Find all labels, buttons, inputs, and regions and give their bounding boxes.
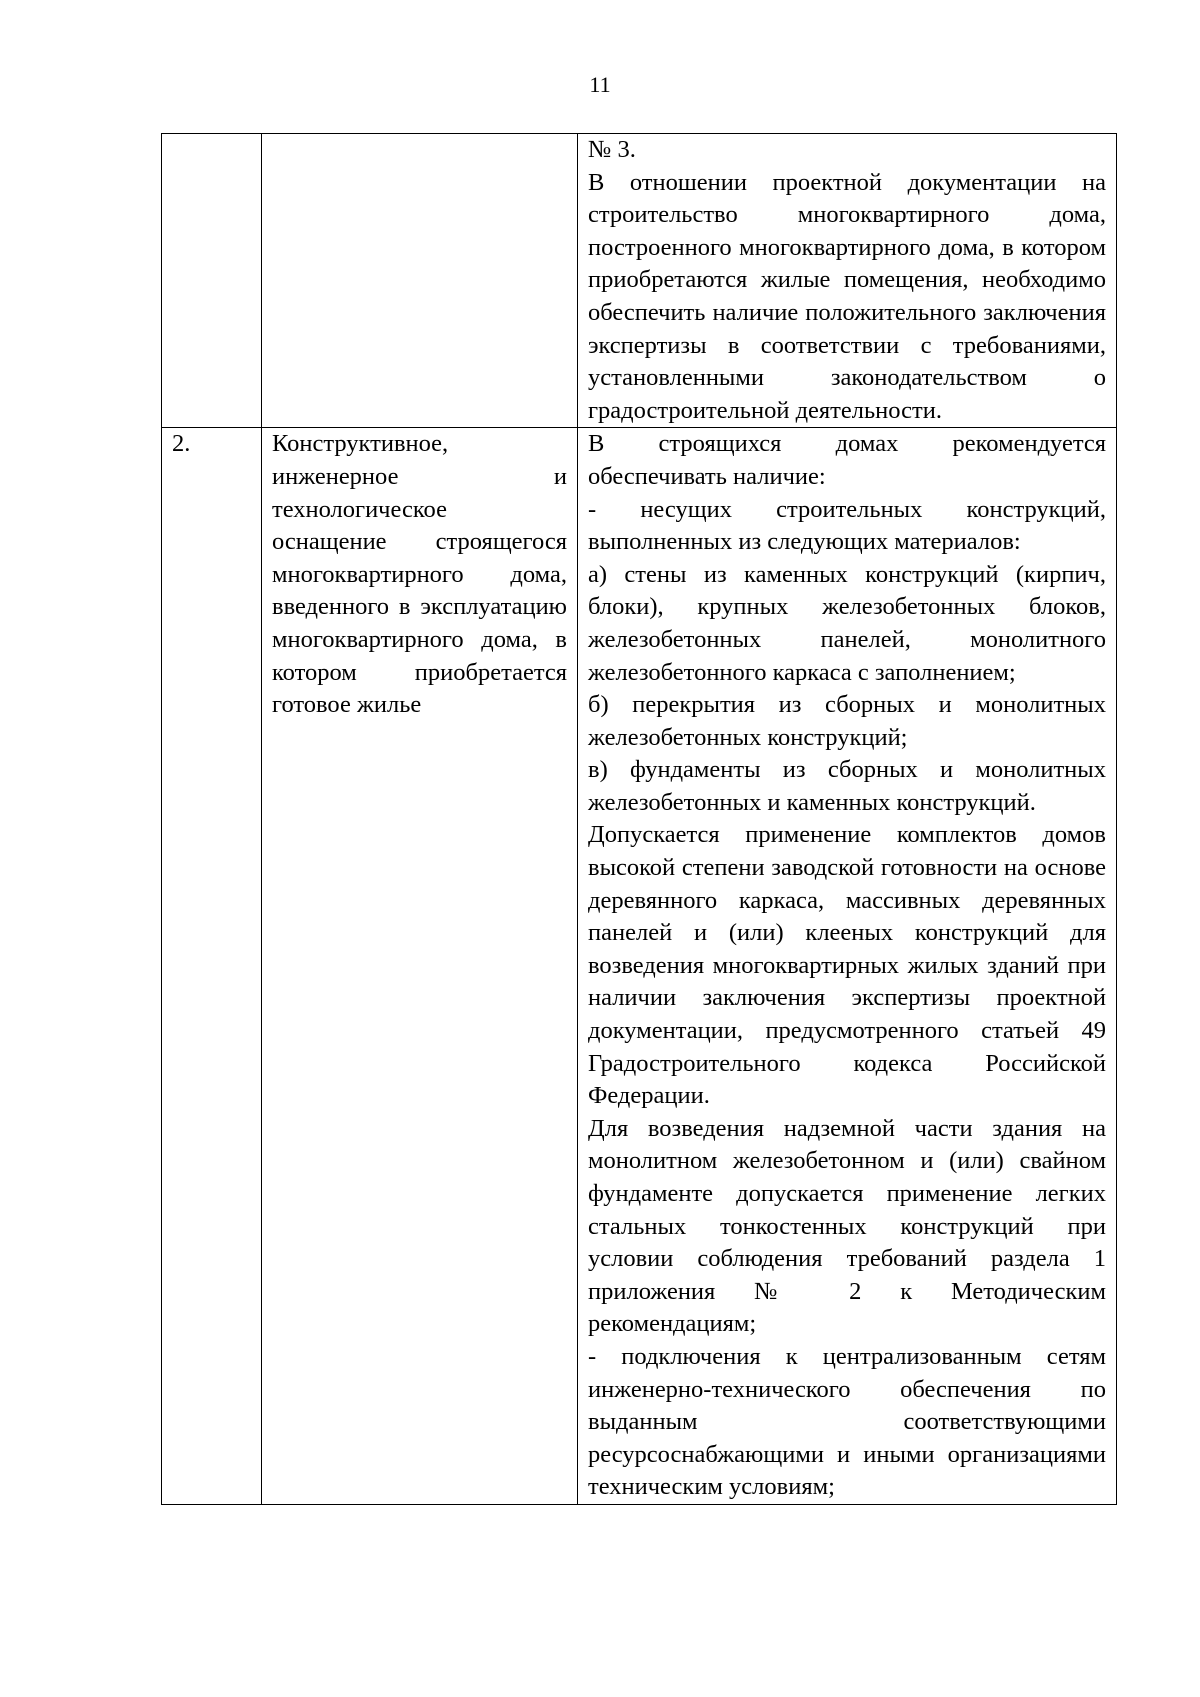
description-paragraph: Для возведения надземной части здания на монолитном железобетонном и (или) свайном фундаменте допускается применение легких стальных тонкостенных конструкций при условии соблюдения требований раздела 1 приложения № 2 к Методическим рекомендациям; xyxy=(588,1114,1106,1338)
description-paragraph: - подключения к централизованным сетям инженерно-технического обеспечения по выданным соответствующими ресурсоснабжающими и иными организациями техническим условиям; xyxy=(588,1342,1106,1501)
description-paragraph: № 3. xyxy=(588,136,636,163)
description-paragraph: В строящихся домах рекомендуется обеспечивать наличие: xyxy=(588,430,1106,490)
requirements-table xyxy=(161,133,1117,1505)
row-title-text: Конструктивное, инженерное и технологическое оснащение строящегося многоквартирного дома, введенного в эксплуатацию многоквартирного дома, в котором приобретается готовое жилье xyxy=(272,430,567,719)
table-row xyxy=(162,428,1117,1505)
description-paragraph: Допускается применение комплектов домов высокой степени заводской готовности на основе деревянного каркаса, массивных деревянных панелей и (или) клееных конструкций для возведения многоквартирных жилых зданий при наличии заключения экспертизы проектной документации, предусмотренного статьей 49 Градостроительного кодекса Российской Федерации. xyxy=(588,821,1106,1110)
row-number-cell xyxy=(162,134,262,428)
description-paragraph: в) фундаменты из сборных и монолитных железобетонных и каменных конструкций. xyxy=(588,756,1106,816)
row-number-cell: 2. xyxy=(162,428,262,1505)
description-paragraph: В отношении проектной документации на строительство многоквартирного дома, построенного многоквартирного дома, в котором приобретаются жилые помещения, необходимо обеспечить наличие положительного заключения экспертизы в соответствии с требованиями, установленными законодательством о градостроительной деятельности. xyxy=(588,168,1106,424)
table-row xyxy=(162,134,1117,428)
row-description-cell xyxy=(578,428,1117,1505)
row-description-cell xyxy=(578,134,1117,428)
row-title-cell xyxy=(262,428,578,1505)
description-paragraph: - несущих строительных конструкций, выполненных из следующих материалов: xyxy=(588,495,1106,556)
row-title-cell xyxy=(262,134,578,428)
description-paragraph: б) перекрытия из сборных и монолитных железобетонных конструкций; xyxy=(588,691,1106,751)
description-paragraph: а) стены из каменных конструкций (кирпич, блоки), крупных железобетонных блоков, железобетонных панелей, монолитного железобетонного каркаса с заполнением; xyxy=(588,560,1106,686)
page-number: 11 xyxy=(589,72,611,97)
